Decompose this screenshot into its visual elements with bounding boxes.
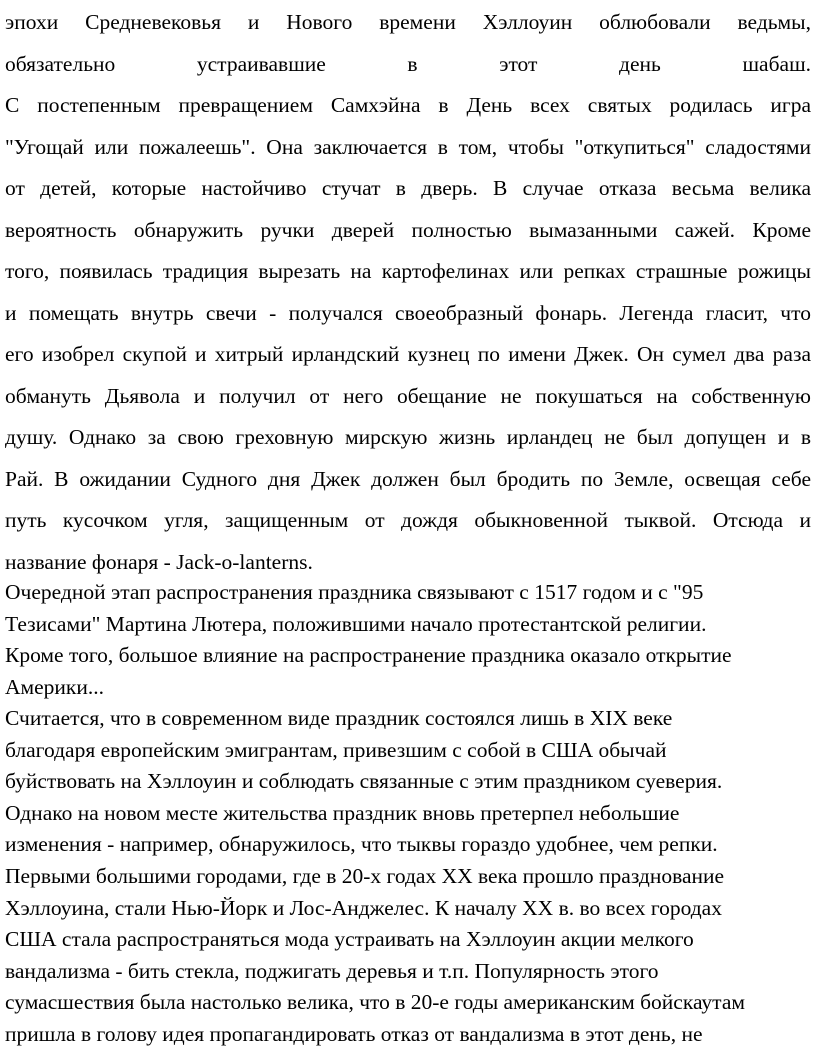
text-line: сумасшествия была настолько велика, что в 20-е годы американским бойскаутам bbox=[5, 990, 745, 1015]
text-line: название фонаря - Jack-o-lanterns. bbox=[5, 549, 313, 574]
text-line: Хэллоуина, стали Нью-Йорк и Лос-Анджелес. К началу XX в. во всех городах bbox=[5, 895, 722, 920]
text-line: США стала распространяться мода устраивать на Хэллоуин акции мелкого bbox=[5, 927, 694, 952]
text-line: душу. Однако за свою греховную мирскую жизнь ирландец не был допущен и в bbox=[5, 425, 811, 449]
text-line: и помещать внутрь свечи - получался своеобразный фонарь. Легенда гласит, что bbox=[5, 300, 811, 325]
text-line: Однако на новом месте жительства праздник вновь претерпел небольшие bbox=[5, 800, 680, 825]
paragraph-halloween-traditions bbox=[5, 2, 811, 583]
text-line: С постепенным превращением Самхэйна в День всех святых родилась игра bbox=[5, 93, 811, 117]
text-line: Считается, что в современном виде праздник состоялся лишь в XIX веке bbox=[5, 706, 673, 730]
paragraph-reformation bbox=[5, 577, 811, 703]
text-line: изменения - например, обнаружилось, что тыквы гораздо удобнее, чем репки. bbox=[5, 832, 718, 857]
text-line: обязательно устраивавшие в этот день шабаш. bbox=[5, 51, 811, 76]
text-line: того, появилась традиция вырезать на картофелинах или репках страшные рожицы bbox=[5, 259, 811, 283]
paragraph-modern-halloween bbox=[5, 703, 811, 1051]
text-line: благодаря европейским эмигрантам, привезшим с собой в США обычай bbox=[5, 737, 667, 762]
text-line: от детей, которые настойчиво стучат в дверь. В случае отказа весьма велика bbox=[5, 176, 811, 200]
text-line: вероятность обнаружить ручки дверей полностью вымазанными сажей. Кроме bbox=[5, 217, 811, 242]
text-line: буйствовать на Хэллоуин и соблюдать связанные с этим праздником суеверия. bbox=[5, 769, 723, 794]
text-line: Кроме того, большое влияние на распространение праздника оказало открытие bbox=[5, 643, 732, 668]
text-line: пришла в голову идея пропагандировать отказ от вандализма в этот день, не bbox=[5, 1021, 703, 1046]
text-line: Очередной этап распространения праздника связывают с 1517 годом и с "95 bbox=[5, 580, 704, 604]
text-line: эпохи Средневековья и Нового времени Хэллоуин облюбовали ведьмы, bbox=[5, 10, 811, 34]
text-line: Тезисами" Мартина Лютера, положившими начало протестантской религии. bbox=[5, 611, 707, 636]
text-line: Первыми большими городами, где в 20-х годах XX века прошло празднование bbox=[5, 863, 725, 888]
text-line: обмануть Дьявола и получил от него обещание не покушаться на собственную bbox=[5, 383, 811, 408]
text-line: Америки... bbox=[5, 674, 105, 699]
text-line: вандализма - бить стекла, поджигать деревья и т.п. Популярность этого bbox=[5, 958, 659, 983]
text-line: его изобрел скупой и хитрый ирландский кузнец по имени Джек. Он сумел два раза bbox=[5, 342, 811, 366]
text-line: путь кусочком угля, защищенным от дождя обыкновенной тыквой. Отсюда и bbox=[5, 508, 811, 532]
text-line: "Угощай или пожалеешь". Она заключается в том, чтобы "откупиться" сладостями bbox=[5, 134, 811, 159]
text-line: Рай. В ожидании Судного дня Джек должен был бродить по Земле, освещая себе bbox=[5, 466, 811, 491]
